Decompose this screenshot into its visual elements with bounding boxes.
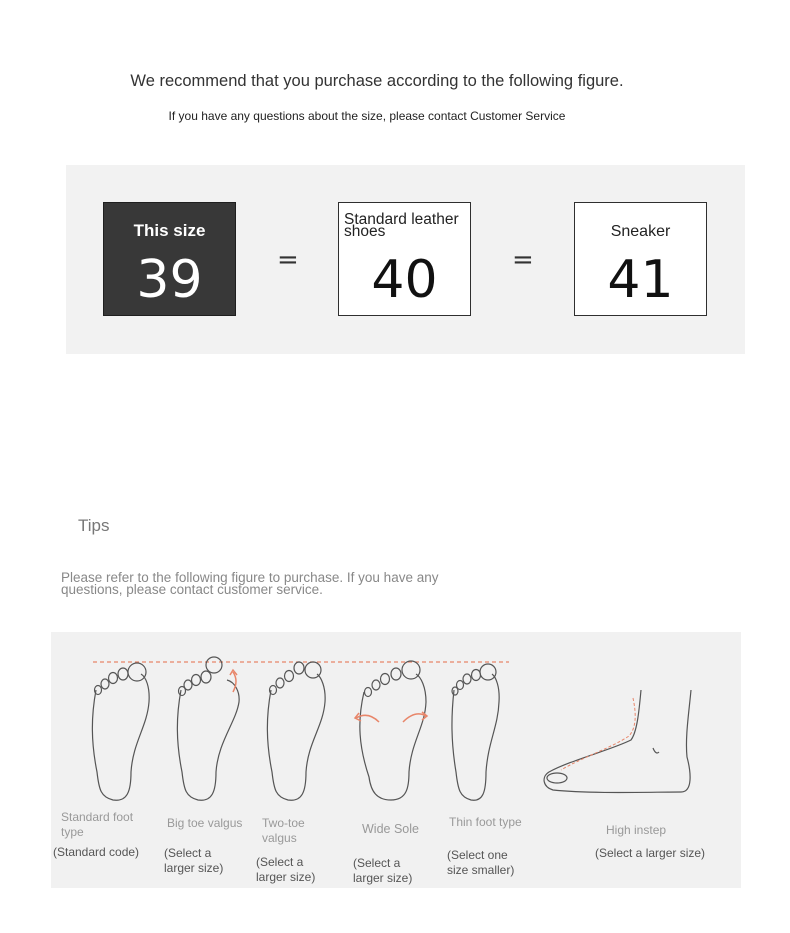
foot-type-panel [51,632,741,888]
foot-type-name: Two-toe valgus [262,816,305,845]
sneaker-label: Sneaker [610,223,671,240]
foot-type-name: Big toe valgus [167,816,243,830]
two-toe-valgus-foot-icon [267,662,325,800]
foot-type-name: Wide Sole [362,822,419,836]
foot-type-advice: (Select a larger size) [353,856,413,885]
tips-note: Please refer to the following figure to purchase. If you have any questions, please contact customer service. [61,570,439,597]
leather-shoe-box [338,202,471,316]
foot-type-advice: (Select a larger size) [256,855,316,884]
headline: We recommend that you purchase according to the following figure. [130,72,624,90]
equals-sign: = [512,245,534,275]
foot-type-name: Thin foot type [449,815,522,829]
this-size-label: This size [133,221,206,240]
equals-sign: = [277,245,299,275]
sneaker-box [574,202,707,316]
sneaker-value: 41 [607,250,674,310]
foot-type-advice: (Select a larger size) [164,846,224,875]
leather-shoe-value: 40 [371,250,438,310]
foot-type-advice: (Select a larger size) [595,846,706,860]
thin-foot-icon [452,664,499,800]
big-toe-valgus-foot-icon [177,657,239,800]
foot-type-advice: (Select one size smaller) [447,848,515,877]
subline: If you have any questions about the size, please contact Customer Service [168,109,566,123]
foot-type-name: Standard foot type [61,810,134,839]
standard-foot-icon [92,663,149,800]
wide-sole-foot-icon [355,661,427,800]
this-size-box [103,202,236,316]
foot-type-advice: (Standard code) [53,845,140,859]
high-instep-foot-icon [544,690,691,793]
foot-type-name: High instep [606,823,667,837]
leather-shoe-label: Standard leather shoes [344,211,459,240]
size-comparison-panel [66,165,745,354]
tips-title: Tips [78,516,110,535]
this-size-value: 39 [136,250,203,310]
